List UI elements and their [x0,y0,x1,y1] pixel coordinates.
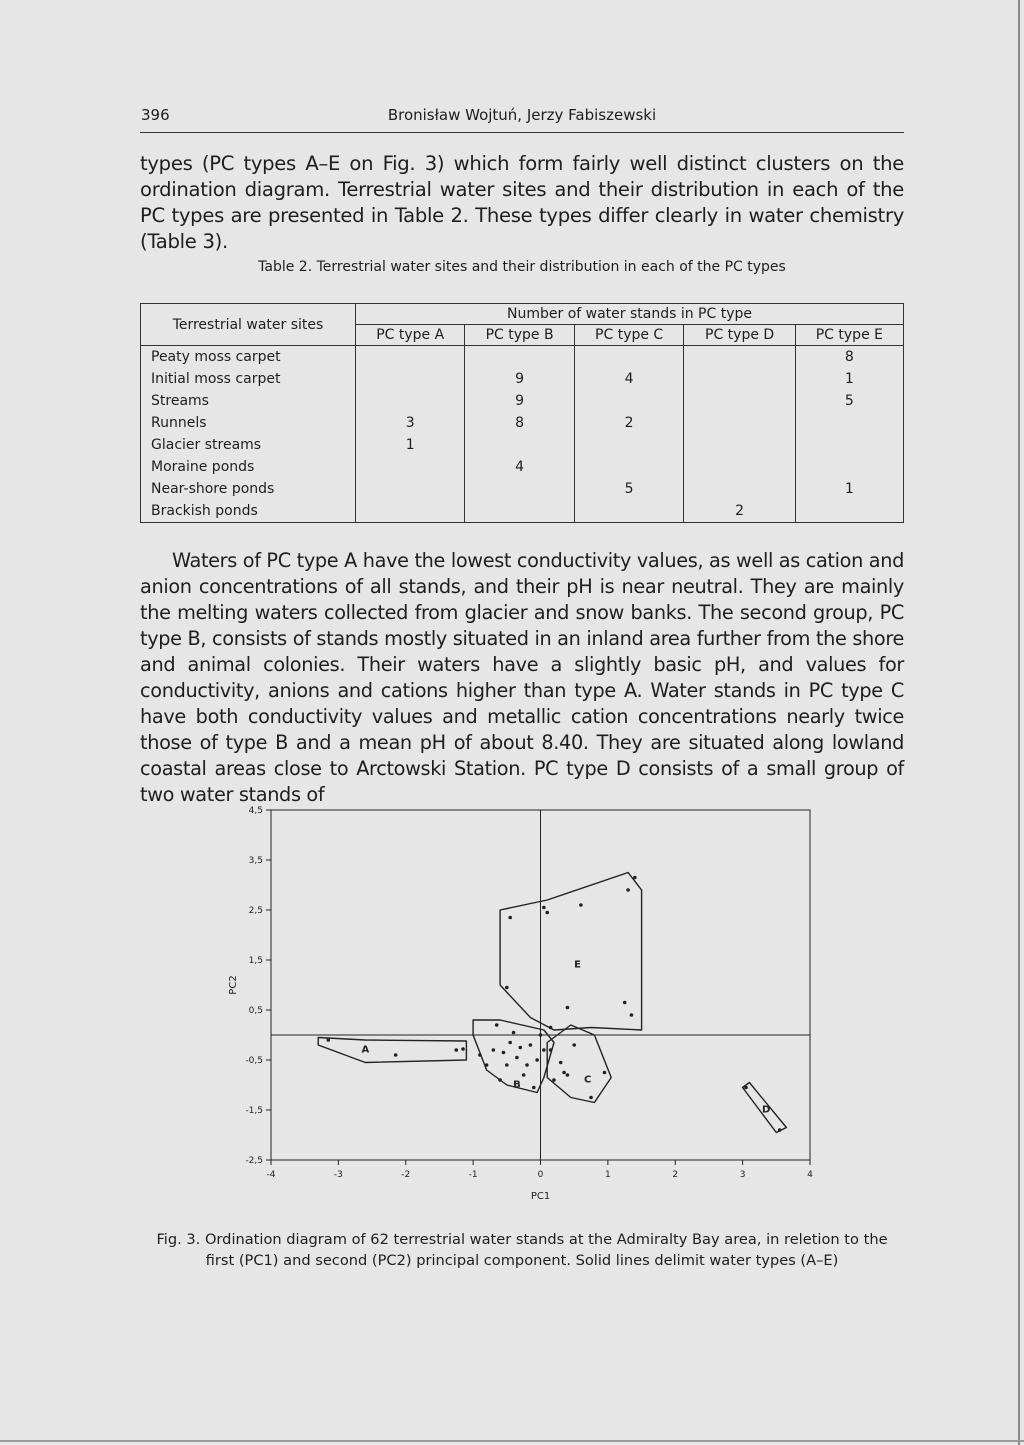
y-tick-label: -1,5 [245,1106,263,1116]
stand-count [356,346,465,369]
table-row [141,500,904,523]
data-point [572,1043,576,1047]
data-point [518,1046,522,1050]
table-row [141,412,904,434]
site-name: Streams [141,390,356,412]
stand-count [684,456,795,478]
table-body [141,346,904,523]
data-point [579,903,583,907]
cluster-label: C [583,1074,592,1086]
table-row [141,456,904,478]
data-point [394,1053,398,1057]
y-tick-label: 1,5 [248,956,263,966]
data-point [515,1056,519,1060]
data-point [626,888,630,892]
site-name: Peaty moss carpet [141,346,356,369]
data-point [549,1026,553,1030]
data-point [539,1033,543,1037]
stand-count: 4 [465,456,574,478]
stand-count: 2 [574,412,684,434]
data-point [522,1073,526,1077]
data-point [505,1063,509,1067]
stand-count: 3 [356,412,465,434]
data-point [562,1071,566,1075]
data-point [508,1041,512,1045]
site-name: Brackish ponds [141,500,356,523]
stand-count: 2 [684,500,795,523]
x-tick-label: 4 [807,1170,813,1180]
table-row [141,434,904,456]
site-name: Near-shore ponds [141,478,356,500]
stand-count [684,390,795,412]
column-header: PC type E [795,325,903,346]
data-point [633,876,637,880]
data-point [508,916,512,920]
table-row [141,368,904,390]
stand-count: 9 [465,390,574,412]
x-tick-label: 1 [605,1170,611,1180]
table-row [141,390,904,412]
data-point [542,1048,546,1052]
x-tick-label: -3 [333,1170,343,1180]
stand-count: 5 [574,478,684,500]
cluster-boundary-e [500,873,641,1031]
data-point [461,1047,465,1051]
data-point [545,911,549,915]
cluster-label: E [574,959,581,971]
group-header: Number of water stands in PC type [356,304,904,325]
paragraph-1: types (PC types A–E on Fig. 3) which form fairly well distinct clusters on the ordination diagram. Terrestrial water sites and their distribution in each of the PC types are presented in Table 2. These types differ clearly in water chemistry (Table 3). [140,152,904,253]
stand-count: 1 [795,368,903,390]
stand-count [795,456,903,478]
data-point [744,1086,748,1090]
y-axis-label: PC2 [228,975,239,995]
stand-count [465,500,574,523]
site-name: Initial moss carpet [141,368,356,390]
stand-count: 1 [795,478,903,500]
y-tick-label: 3,5 [248,856,263,866]
data-point [525,1063,529,1067]
data-point [495,1023,499,1027]
page-edge-right [1018,0,1020,1445]
site-name: Glacier streams [141,434,356,456]
data-point [532,1086,536,1090]
stand-count: 5 [795,390,903,412]
y-tick-label: -2,5 [245,1156,263,1166]
y-tick-label: 0,5 [248,1006,263,1016]
y-tick-label: -0,5 [245,1056,263,1066]
figure-caption: Fig. 3. Ordination diagram of 62 terrestrial water stands at the Admiralty Bay area, in reletion to the first (PC1) and second (PC2) principal component. Solid lines delimit water types (A–E) [156,1231,888,1269]
column-header: PC type B [465,325,574,346]
stand-count: 8 [795,346,903,369]
x-tick-label: -1 [468,1170,478,1180]
cluster-boundary-c [547,1025,611,1103]
stand-count [356,500,465,523]
data-point [326,1038,330,1042]
data-point [630,1013,634,1017]
cluster-label: D [762,1104,771,1116]
page-edge-bottom [0,1440,1024,1442]
stand-count [795,500,903,523]
stand-count [574,500,684,523]
stand-count: 4 [574,368,684,390]
row-header: Terrestrial water sites [141,304,356,346]
data-point [778,1128,782,1132]
site-name: Moraine ponds [141,456,356,478]
x-axis-label: PC1 [530,1191,551,1200]
stand-count [795,434,903,456]
x-tick-label: 3 [739,1170,746,1180]
cluster-label: A [361,1044,370,1056]
data-point [498,1078,502,1082]
ordination-diagram [214,800,824,1200]
stand-count [684,346,795,369]
stand-count: 8 [465,412,574,434]
page-number: 396 [141,106,170,124]
table-row [141,346,904,369]
data-point [529,1043,533,1047]
data-point [552,1078,556,1082]
stand-count [684,434,795,456]
data-point [454,1048,458,1052]
x-tick-label: -2 [401,1170,411,1180]
stand-count [684,368,795,390]
stand-count [356,478,465,500]
data-point [505,986,509,990]
stand-count [684,412,795,434]
stand-count [356,390,465,412]
stand-count [684,478,795,500]
water-sites-table [140,303,904,523]
table-caption: Table 2. Terrestrial water sites and their distribution in each of the PC types [258,259,786,275]
data-point [566,1006,570,1010]
data-point [589,1096,593,1100]
paragraph-2: Waters of PC type A have the lowest conductivity values, as well as cation and anion concentrations of all stands, and their pH is near neutral. They are mainly the melting waters collected from glacier and snow banks. The second group, PC type B, consists of stands mostly situated in an inland area further from the shore and animal colonies. Their waters have a slightly basic pH, and values for conductivity, anions and cations higher than type A. Water stands in PC type C have both conductivity values and metallic cation concentrations nearly twice those of type B and a mean pH of about 8.40. They are situated along lowland coastal areas close to Arctowski Station. PC type D consists of a small group of two water stands of [140,549,904,806]
y-tick-label: 2,5 [248,906,263,916]
stand-count [574,390,684,412]
stand-count: 9 [465,368,574,390]
x-tick-label: -4 [266,1170,276,1180]
data-point [623,1001,627,1005]
stand-count [356,368,465,390]
data-point [542,906,546,910]
column-header: PC type A [356,325,465,346]
table-row [141,478,904,500]
data-point [566,1073,570,1077]
column-header: PC type C [574,325,684,346]
stand-count [574,456,684,478]
site-name: Runnels [141,412,356,434]
cluster-boundary-a [318,1038,466,1063]
data-point [559,1061,563,1065]
stand-count [465,346,574,369]
data-point [478,1053,482,1057]
stand-count: 1 [356,434,465,456]
authors: Bronisław Wojtuń, Jerzy Fabiszewski [387,106,657,124]
data-point [512,1031,516,1035]
stand-count [356,456,465,478]
cluster-label: B [513,1079,521,1091]
data-point [549,1048,553,1052]
column-header: PC type D [684,325,795,346]
stand-count [795,412,903,434]
x-tick-label: 2 [672,1170,679,1180]
running-head [140,106,904,133]
stand-count [574,346,684,369]
stand-count [465,434,574,456]
data-point [485,1063,489,1067]
y-tick-label: 4,5 [248,806,263,816]
x-tick-label: 0 [537,1170,544,1180]
data-point [492,1048,496,1052]
data-point [535,1058,539,1062]
data-point [603,1071,607,1075]
data-point [502,1051,506,1055]
stand-count [465,478,574,500]
stand-count [574,434,684,456]
